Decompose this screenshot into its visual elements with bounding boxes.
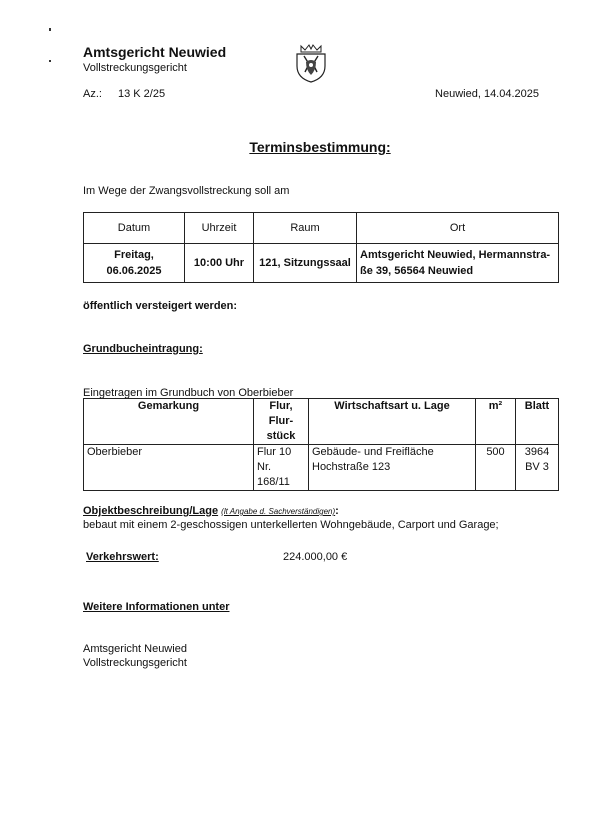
more-info-heading: Weitere Informationen unter	[83, 601, 230, 613]
wirtschaftsart-type: Gebäude- und Freifläche	[312, 446, 434, 458]
header-uhrzeit: Uhrzeit	[185, 213, 254, 244]
cell-datum	[84, 244, 185, 283]
ort-line1: Amtsgericht Neuwied, Hermannstra-	[360, 249, 551, 261]
file-number: 13 K 2/25	[118, 88, 166, 100]
wirtschaftsart-address: Hochstraße 123	[312, 461, 391, 473]
header-gemarkung: Gemarkung	[84, 399, 254, 445]
object-description-text: bebaut mit einem 2-geschossigen unterkellerten Wohngebäude, Carport und Garage;	[83, 519, 499, 531]
header-raum: Raum	[254, 213, 357, 244]
market-value-label: Verkehrswert:	[86, 551, 159, 563]
court-name: Amtsgericht Neuwied	[83, 44, 227, 60]
cell-raum: 121, Sitzungssaal	[254, 244, 357, 283]
scan-speck	[49, 28, 51, 31]
header-blatt: Blatt	[516, 399, 559, 445]
header-qm: m²	[476, 399, 516, 445]
grundbuch-title: Grundbucheintragung:	[83, 343, 203, 355]
place-date: Neuwied, 14.04.2025	[435, 88, 539, 100]
header-wirtschaftsart: Wirtschaftsart u. Lage	[309, 399, 476, 445]
cell-qm: 500	[476, 445, 516, 491]
header-flur	[254, 399, 309, 445]
grundbuch-intro: Eingetragen im Grundbuch von Oberbieber	[83, 387, 294, 399]
grundbuch-header-row	[84, 399, 559, 445]
header-ort: Ort	[357, 213, 559, 244]
object-description-title	[83, 505, 339, 517]
appointment-row	[84, 244, 559, 283]
appointment-table	[83, 212, 559, 283]
ort-line2: ße 39, 56564 Neuwied	[360, 265, 474, 277]
grundbuch-table	[83, 398, 559, 491]
cell-gemarkung: Oberbieber	[84, 445, 254, 491]
document-title: Terminsbestimmung:	[249, 139, 391, 155]
flurstueck-number: Nr. 168/11	[257, 461, 290, 488]
flur-number: Flur 10	[257, 446, 292, 458]
datum-weekday: Freitag,	[114, 249, 154, 261]
datum-date: 06.06.2025	[106, 265, 162, 277]
coat-of-arms-icon	[293, 42, 329, 84]
grundbuch-row	[84, 445, 559, 491]
cell-blatt	[516, 445, 559, 491]
cell-flur	[254, 445, 309, 491]
market-value: 224.000,00 €	[283, 551, 348, 563]
footer-court-name: Amtsgericht Neuwied	[83, 643, 187, 655]
blatt-number: 3964	[524, 446, 550, 458]
footer-court-department: Vollstreckungsgericht	[83, 657, 187, 669]
cell-uhrzeit: 10:00 Uhr	[185, 244, 254, 283]
object-description-colon: :	[335, 505, 339, 517]
auction-statement: öffentlich versteigert werden:	[83, 300, 238, 312]
court-department: Vollstreckungsgericht	[83, 62, 187, 74]
header-datum: Datum	[84, 213, 185, 244]
file-number-label: Az.:	[83, 88, 102, 100]
header-flur-line1: Flur, Flur-	[268, 400, 294, 427]
object-description-label: Objektbeschreibung/Lage	[83, 505, 219, 517]
intro-text: Im Wege der Zwangsvollstreckung soll am	[83, 185, 290, 197]
appointment-header-row	[84, 213, 559, 244]
cell-wirtschaftsart	[309, 445, 476, 491]
header-flur-line2: stück	[266, 430, 296, 442]
scan-speck	[49, 60, 51, 62]
cell-ort	[357, 244, 559, 283]
blatt-bv: BV 3	[525, 461, 549, 473]
object-description-note: (lt Angabe d. Sachverständigen)	[221, 507, 336, 516]
